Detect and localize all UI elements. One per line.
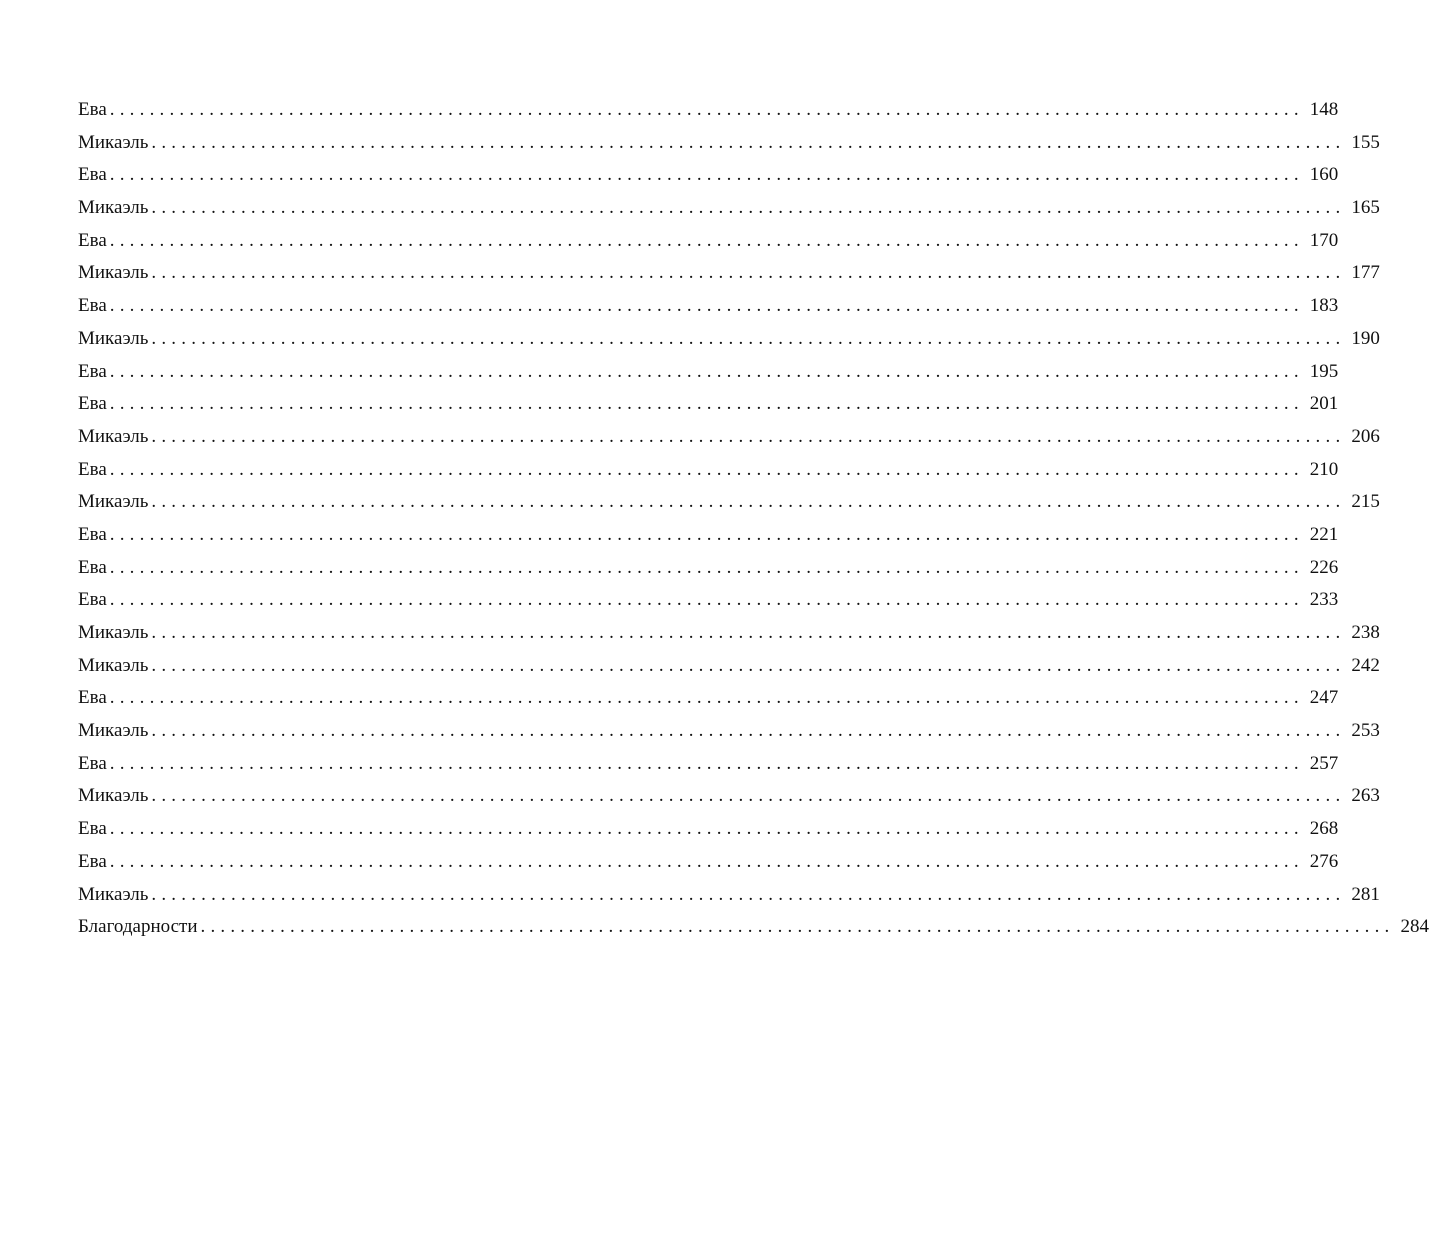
toc-entry (78, 131, 1380, 165)
toc-entry-title: Микаэль (78, 131, 149, 153)
toc-entry-page-number: 177 (1351, 262, 1380, 284)
dot-leader: ........................................................................................................................ (151, 327, 1346, 349)
dot-leader: ........................................................................................................................ (200, 916, 1395, 938)
toc-entry (78, 818, 1339, 851)
toc-entry-title: Ева (78, 458, 107, 480)
toc-entry-page-number: 263 (1351, 785, 1380, 807)
toc-entry-page-number: 276 (1309, 850, 1339, 872)
toc-entry (78, 622, 1380, 655)
toc-entry-title: Ева (78, 164, 107, 186)
toc-entry (78, 883, 1380, 917)
toc-entry (78, 654, 1380, 688)
toc-entry-title: Микаэль (78, 622, 149, 643)
toc-entry (78, 916, 1429, 949)
toc-entry-page-number: 257 (1309, 752, 1339, 774)
toc-entry (78, 327, 1380, 361)
toc-entry (78, 425, 1380, 459)
dot-leader: ........................................................................................................................ (109, 523, 1304, 545)
toc-entry-title: Микаэль (78, 327, 149, 349)
toc-entry-page-number: 233 (1309, 589, 1339, 611)
toc-entry-title: Ева (78, 818, 107, 840)
toc-entry-title: Микаэль (78, 425, 149, 447)
toc-entry (78, 262, 1380, 295)
toc-entry (78, 491, 1380, 524)
toc-entry-page-number: 201 (1309, 393, 1339, 415)
dot-leader: ........................................................................................................................ (109, 556, 1304, 578)
dot-leader: ........................................................................................................................ (151, 654, 1346, 676)
toc-entry (78, 720, 1380, 753)
toc-entry-page-number: 190 (1351, 327, 1380, 349)
toc-entry-page-number: 253 (1351, 720, 1380, 742)
table-of-contents (78, 99, 1429, 949)
toc-entry-page-number: 284 (1400, 916, 1429, 938)
dot-leader: ........................................................................................................................ (109, 458, 1304, 480)
toc-entry-title: Ева (78, 752, 107, 774)
toc-entry (78, 785, 1380, 818)
toc-entry-title: Ева (78, 393, 107, 415)
toc-entry-title: Микаэль (78, 491, 149, 513)
dot-leader: ........................................................................................................................ (109, 589, 1304, 611)
toc-entry-title: Микаэль (78, 654, 149, 676)
toc-entry (78, 360, 1339, 394)
dot-leader: ........................................................................................................................ (151, 262, 1346, 284)
toc-entry-page-number: 242 (1351, 654, 1380, 676)
toc-entry-title: Микаэль (78, 262, 149, 284)
toc-entry-title: Ева (78, 589, 107, 611)
toc-entry-title: Ева (78, 556, 107, 578)
toc-entry (78, 99, 1339, 132)
toc-entry (78, 393, 1339, 426)
dot-leader: ........................................................................................................................ (109, 229, 1304, 251)
toc-entry (78, 687, 1339, 720)
dot-leader: ........................................................................................................................ (151, 491, 1346, 513)
dot-leader: ........................................................................................................................ (109, 818, 1304, 840)
toc-entry-page-number: 210 (1309, 458, 1339, 480)
toc-entry-title: Микаэль (78, 720, 149, 742)
toc-entry-page-number: 281 (1351, 883, 1380, 905)
toc-entry-page-number: 195 (1309, 360, 1339, 382)
dot-leader: ........................................................................................................................ (151, 425, 1346, 447)
dot-leader: ........................................................................................................................ (109, 295, 1304, 317)
toc-entry-page-number: 247 (1309, 687, 1339, 709)
dot-leader: ........................................................................................................................ (109, 850, 1304, 872)
toc-entry (78, 752, 1339, 786)
toc-entry-page-number: 160 (1309, 164, 1339, 186)
toc-entry (78, 589, 1339, 622)
dot-leader: ........................................................................................................................ (151, 622, 1346, 643)
toc-entry-page-number: 226 (1309, 556, 1339, 578)
toc-entry-title: Микаэль (78, 197, 149, 219)
toc-entry-title: Благодарности (78, 916, 198, 938)
toc-entry-title: Ева (78, 360, 107, 382)
toc-entry-page-number: 206 (1351, 425, 1380, 447)
dot-leader: ........................................................................................................................ (109, 164, 1304, 186)
toc-entry-page-number: 148 (1309, 99, 1339, 120)
toc-entry-title: Ева (78, 99, 107, 120)
toc-entry-page-number: 268 (1309, 818, 1339, 840)
dot-leader: ........................................................................................................................ (151, 720, 1346, 742)
toc-entry (78, 295, 1339, 328)
toc-entry-page-number: 183 (1309, 295, 1339, 317)
dot-leader: ........................................................................................................................ (109, 752, 1304, 774)
dot-leader: ........................................................................................................................ (151, 131, 1346, 153)
toc-entry-title: Микаэль (78, 883, 149, 905)
toc-entry (78, 164, 1339, 197)
toc-entry (78, 458, 1339, 492)
toc-entry (78, 523, 1339, 557)
toc-entry-page-number: 165 (1351, 197, 1380, 219)
toc-entry-title: Ева (78, 229, 107, 251)
dot-leader: ........................................................................................................................ (109, 99, 1304, 120)
toc-entry-title: Ева (78, 687, 107, 709)
toc-entry-page-number: 215 (1351, 491, 1380, 513)
dot-leader: ........................................................................................................................ (151, 197, 1346, 219)
dot-leader: ........................................................................................................................ (151, 785, 1346, 807)
toc-entry-title: Ева (78, 850, 107, 872)
toc-entry-page-number: 170 (1309, 229, 1339, 251)
toc-entry-title: Ева (78, 523, 107, 545)
toc-entry-page-number: 238 (1351, 622, 1380, 643)
dot-leader: ........................................................................................................................ (109, 687, 1304, 709)
toc-entry-page-number: 221 (1309, 523, 1339, 545)
toc-entry-page-number: 155 (1351, 131, 1380, 153)
dot-leader: ........................................................................................................................ (109, 360, 1304, 382)
dot-leader: ........................................................................................................................ (151, 883, 1346, 905)
toc-entry-title: Микаэль (78, 785, 149, 807)
toc-entry-title: Ева (78, 295, 107, 317)
dot-leader: ........................................................................................................................ (109, 393, 1304, 415)
toc-entry (78, 556, 1339, 590)
toc-entry (78, 197, 1380, 230)
toc-entry (78, 229, 1339, 263)
toc-entry (78, 850, 1339, 884)
